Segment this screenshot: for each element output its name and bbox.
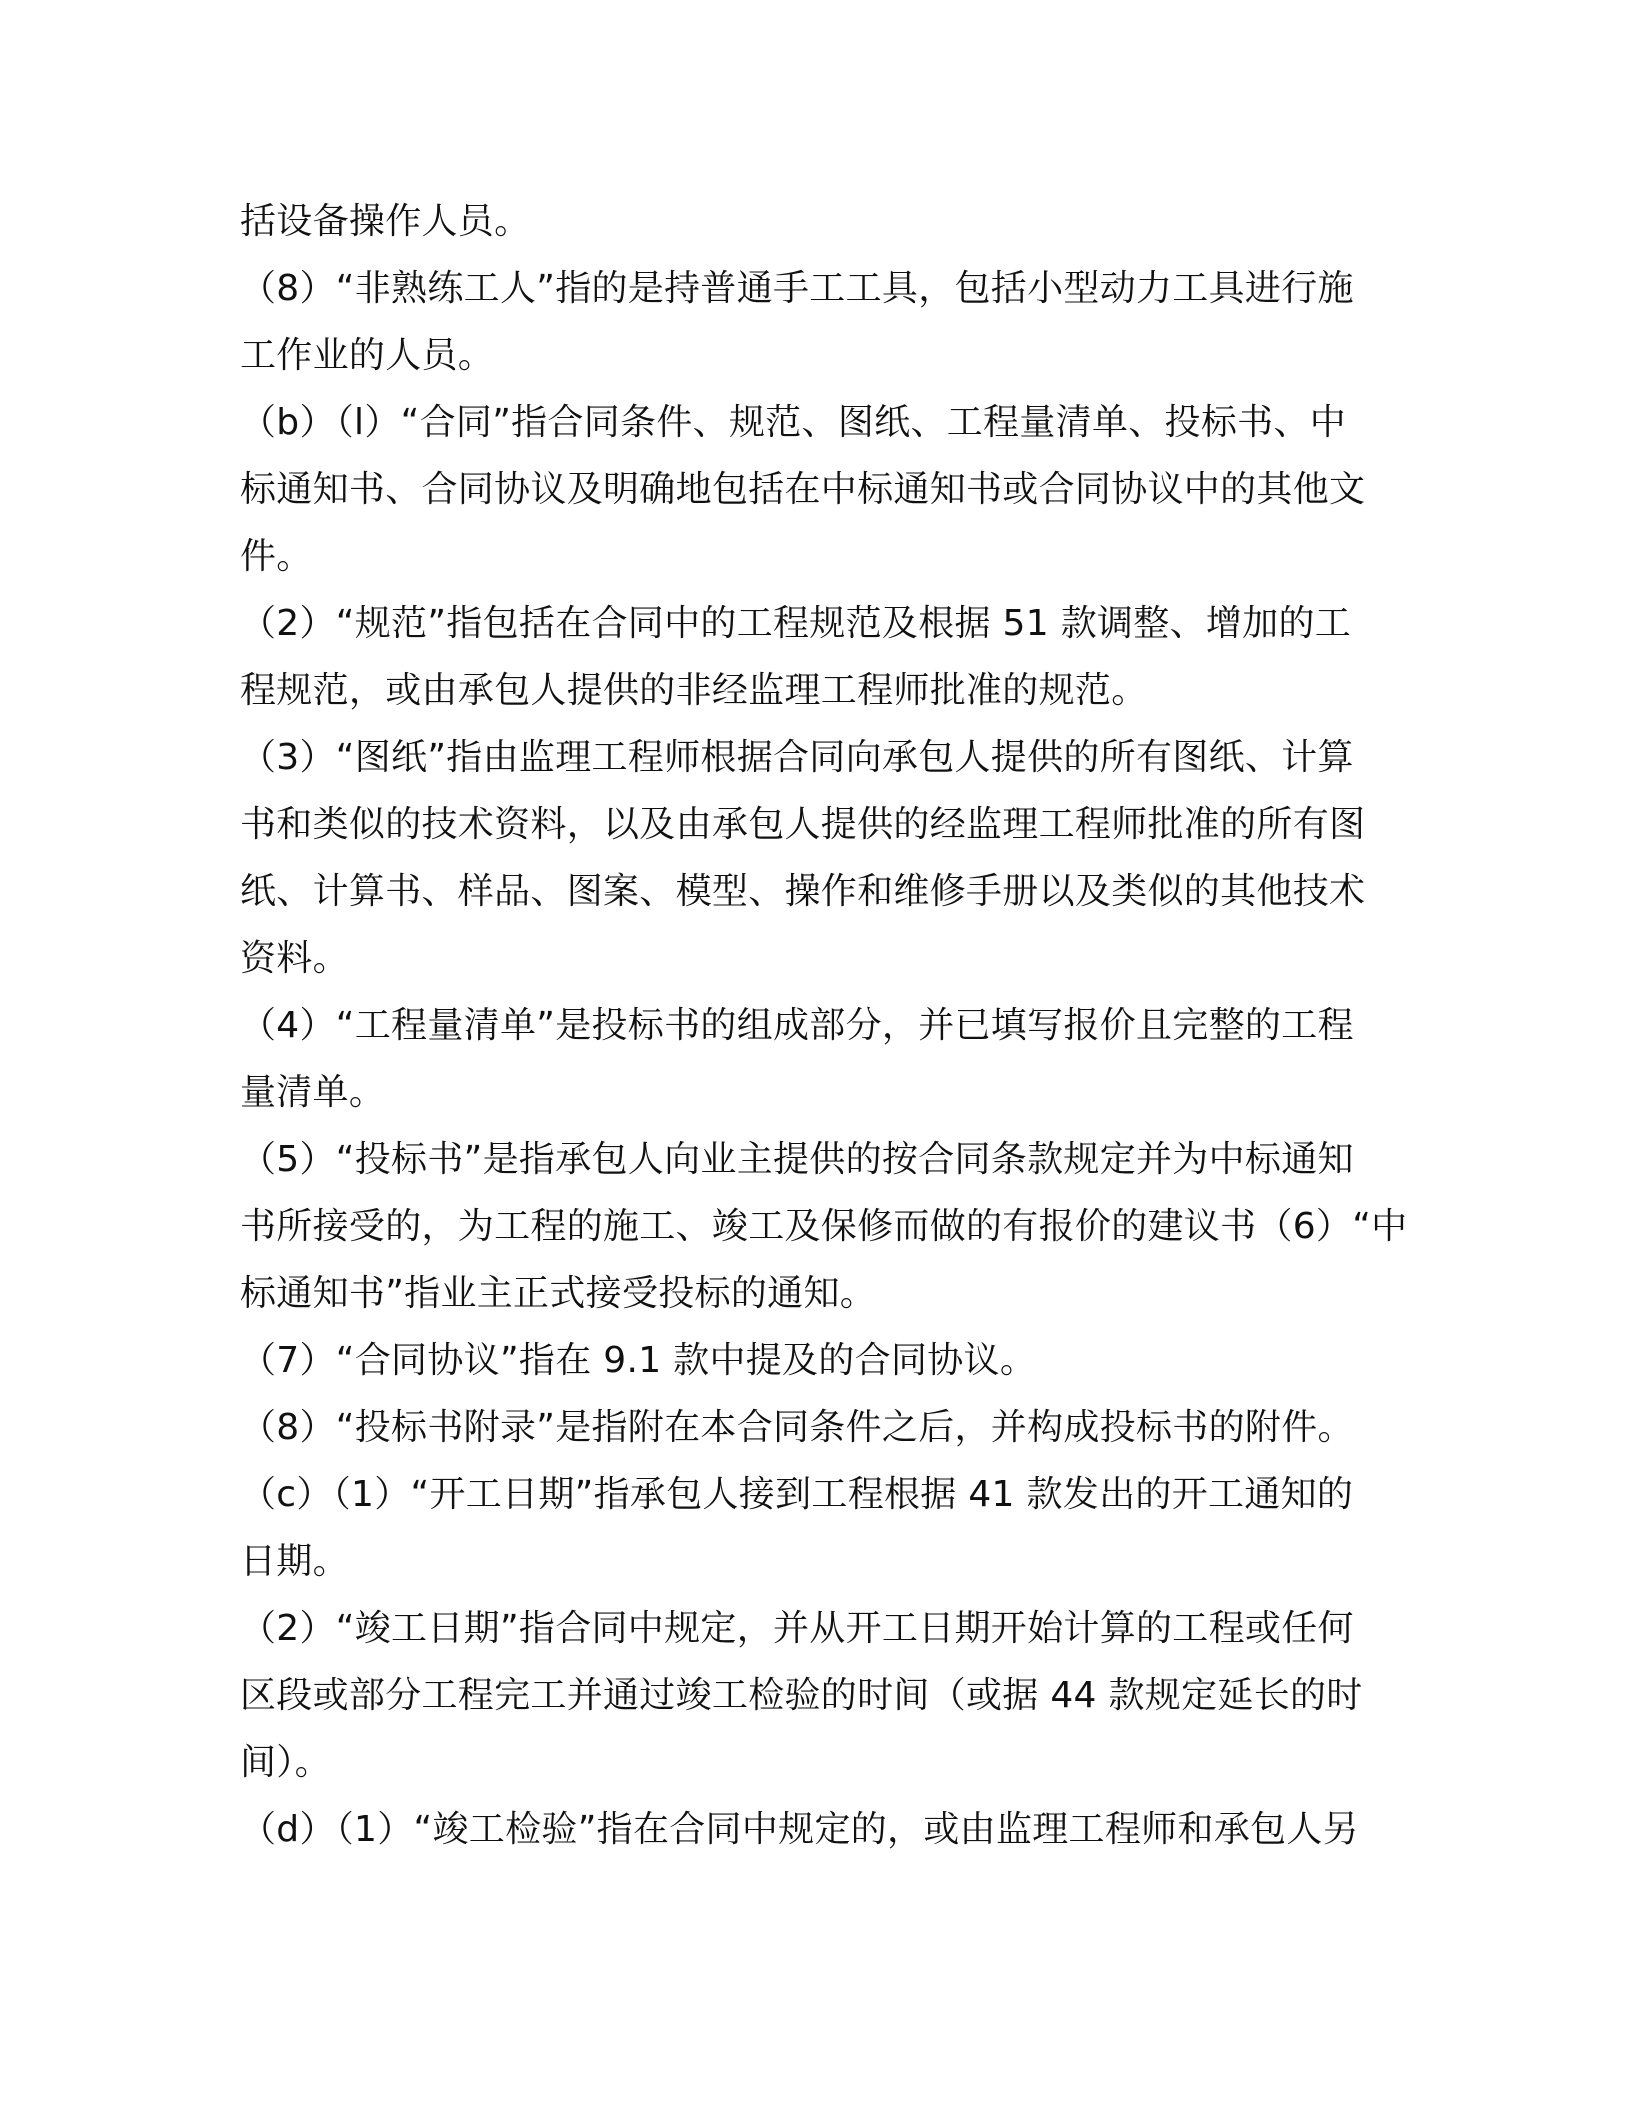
- text-line: （d）（1）“竣工检验”指在合同中规定的，或由监理工程师和承包人另: [240, 1809, 1359, 1850]
- text-line: （4）“工程量清单”是投标书的组成部分，并已填写报价且完整的工程: [240, 1005, 1354, 1046]
- text-line: 书和类似的技术资料，以及由承包人提供的经监理工程师批准的所有图: [240, 804, 1366, 845]
- text-line: 标通知书”指业主正式接受投标的通知。: [240, 1273, 877, 1314]
- text-line: 程规范，或由承包人提供的非经监理工程师批准的规范。: [240, 670, 1148, 711]
- text-line: （2）“竣工日期”指合同中规定，并从开工日期开始计算的工程或任何: [240, 1608, 1354, 1649]
- text-line: （3）“图纸”指由监理工程师根据合同向承包人提供的所有图纸、计算: [240, 737, 1354, 778]
- text-line: 书所接受的，为工程的施工、竣工及保修而做的有报价的建议书（6）“中: [240, 1206, 1408, 1247]
- text-line: （2）“规范”指包括在合同中的工程规范及根据 51 款调整、增加的工: [240, 603, 1352, 644]
- text-line: 区段或部分工程完工并通过竣工检验的时间（或据 44 款规定延长的时: [240, 1675, 1363, 1716]
- text-line: 括设备操作人员。: [240, 201, 531, 242]
- text-line: 工作业的人员。: [240, 335, 495, 376]
- text-line: （5）“投标书”是指承包人向业主提供的按合同条款规定并为中标通知: [240, 1139, 1354, 1180]
- text-line: （8）“投标书附录”是指附在本合同条件之后，并构成投标书的附件。: [240, 1407, 1354, 1448]
- text-line: 间）。: [240, 1742, 331, 1783]
- text-line: 资料。: [240, 938, 349, 979]
- text-line: 标通知书、合同协议及明确地包括在中标通知书或合同协议中的其他文: [240, 469, 1366, 510]
- text-line: （b）（l）“合同”指合同条件、规范、图纸、工程量清单、投标书、中: [240, 402, 1347, 443]
- text-line: （c）（1）“开工日期”指承包人接到工程根据 41 款发出的开工通知的: [240, 1474, 1354, 1515]
- document-body: [240, 188, 1408, 1863]
- text-line: （8）“非熟练工人”指的是持普通手工工具，包括小型动力工具进行施: [240, 268, 1354, 309]
- text-line: （7）“合同协议”指在 9.1 款中提及的合同协议。: [240, 1340, 1037, 1381]
- text-line: 纸、计算书、样品、图案、模型、操作和维修手册以及类似的其他技术: [240, 871, 1366, 912]
- text-line: 日期。: [240, 1541, 349, 1582]
- text-line: 量清单。: [240, 1072, 386, 1113]
- text-line: 件。: [240, 536, 313, 577]
